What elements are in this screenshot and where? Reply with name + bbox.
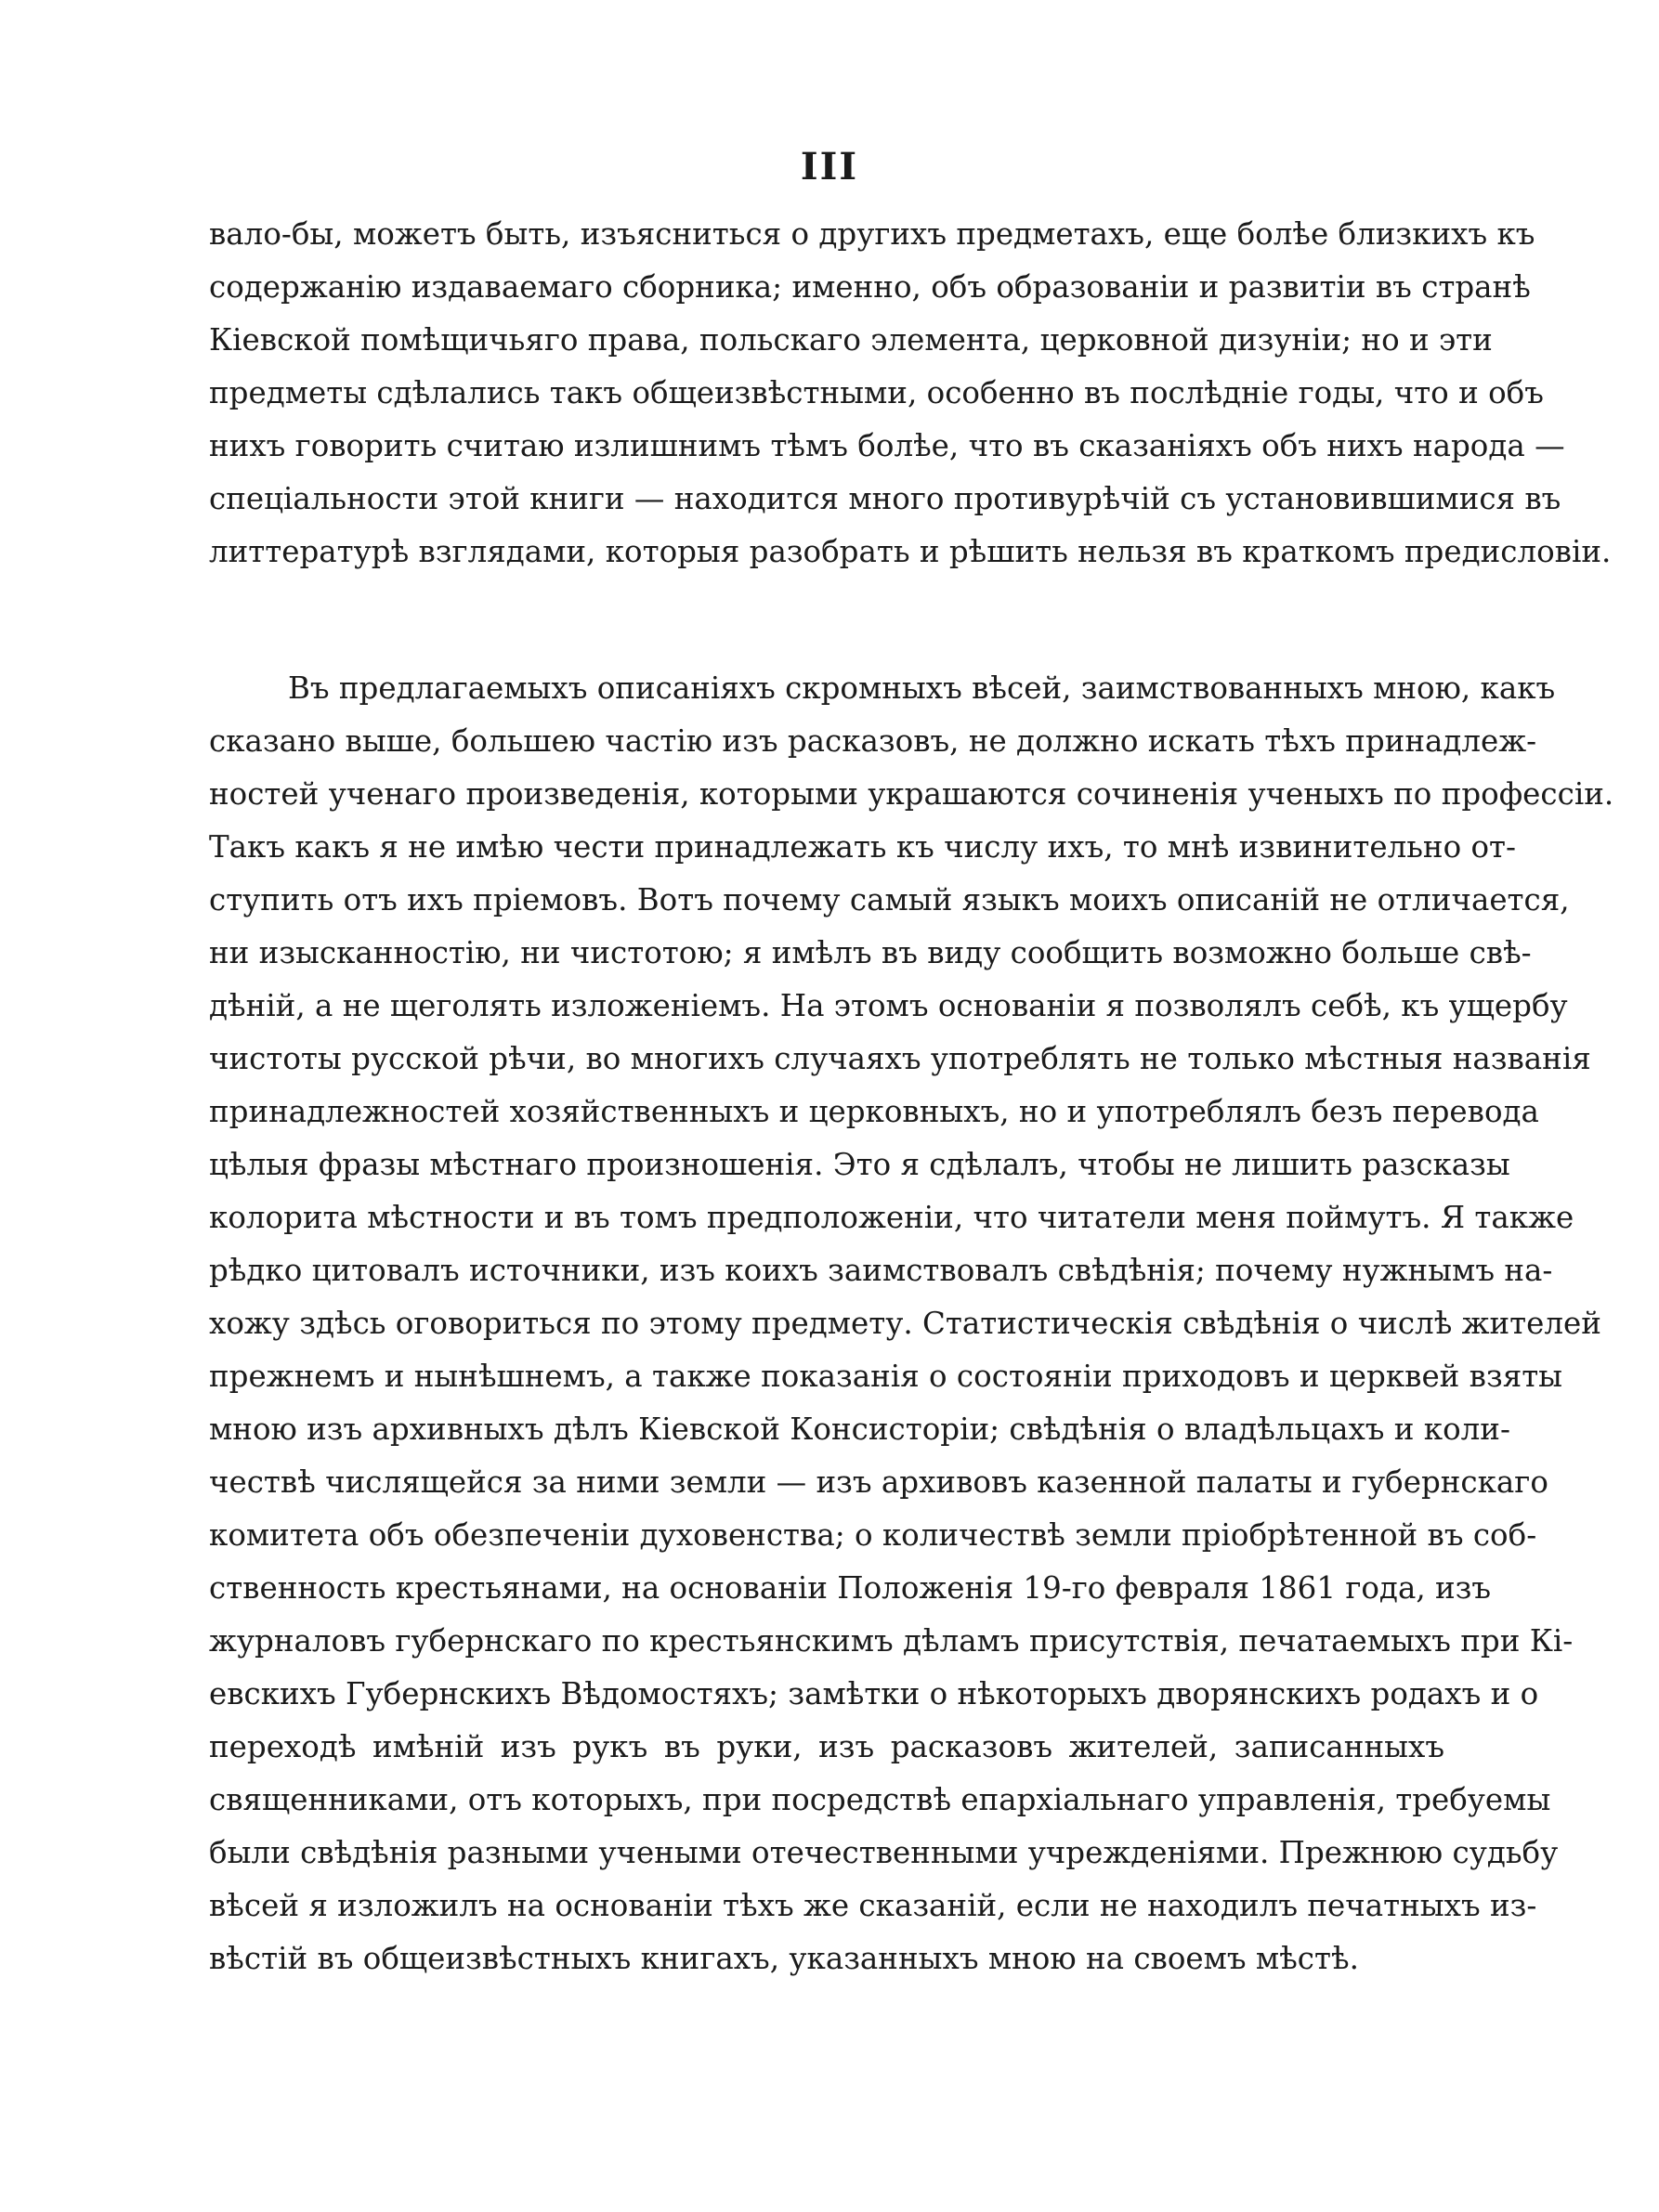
text-line: нихъ говорить считаю излишнимъ тѣмъ болѣе, что въ сказаніяхъ объ нихъ народа —: [209, 428, 1565, 463]
text-line: чистоты русской рѣчи, во многихъ случаяхъ употреблять не только мѣстныя названія: [209, 1041, 1591, 1076]
text-line: хожу здѣсь оговориться по этому предмету. Статистическія свѣдѣнія о числѣ жителей: [209, 1306, 1601, 1341]
text-line: были свѣдѣнія разными учеными отечественными учрежденіями. Прежнюю судьбу: [209, 1835, 1559, 1870]
text-line: чествѣ числящейся за ними земли — изъ архивовъ казенной палаты и губернскаго: [209, 1464, 1548, 1500]
text-line: Кіевской помѣщичьяго права, польскаго элемента, церковной дизуніи; но и эти: [209, 322, 1493, 358]
text-line: Такъ какъ я не имѣю чести принадлежать къ числу ихъ, то мнѣ извинительно от-: [209, 829, 1516, 865]
text-line: спеціальности этой книги — находится много противурѣчій съ установившимися въ: [209, 481, 1561, 516]
text-line: переходѣ имѣній изъ рукъ въ руки, изъ расказовъ жителей, записанныхъ: [209, 1729, 1444, 1764]
text-line: содержанію издаваемаго сборника; именно, объ образованіи и развитіи въ странѣ: [209, 269, 1531, 305]
text-line: ственность крестьянами, на основаніи Положенія 19-го февраля 1861 года, изъ: [209, 1570, 1492, 1606]
text-line: мною изъ архивныхъ дѣлъ Кіевской Консисторіи; свѣдѣнія о владѣльцахъ и коли-: [209, 1412, 1510, 1447]
page-number: III: [800, 145, 859, 189]
text-line: прежнемъ и нынѣшнемъ, а также показанія о состояніи приходовъ и церквей взяты: [209, 1359, 1563, 1394]
text-line: литтературѣ взглядами, которыя разобрать и рѣшить нельзя въ краткомъ предисловіи.: [209, 534, 1612, 569]
text-line: принадлежностей хозяйственныхъ и церковныхъ, но и употреблялъ безъ перевода: [209, 1094, 1539, 1129]
text-line: вало-бы, можетъ быть, изъясниться о другихъ предметахъ, еще болѣе близкихъ къ: [209, 216, 1535, 252]
text-line: цѣлыя фразы мѣстнаго произношенія. Это я сдѣлалъ, чтобы не лишить разсказы: [209, 1147, 1510, 1182]
text-line: вѣсей я изложилъ на основаніи тѣхъ же сказаній, если не находилъ печатныхъ из-: [209, 1888, 1537, 1923]
text-line: ступить отъ ихъ пріемовъ. Вотъ почему самый языкъ моихъ описаній не отличается,: [209, 882, 1570, 917]
text-line: предметы сдѣлались такъ общеизвѣстными, особенно въ послѣдніе годы, что и объ: [209, 375, 1544, 410]
text-line: вѣстій въ общеизвѣстныхъ книгахъ, указанныхъ мною на своемъ мѣстѣ.: [209, 1941, 1359, 1976]
text-line: ностей ученаго произведенія, которыми украшаются сочиненія ученыхъ по профессіи.: [209, 776, 1614, 812]
text-line: комитета объ обезпеченіи духовенства; о количествѣ земли пріобрѣтенной въ соб-: [209, 1517, 1537, 1553]
text-line: ни изысканностію, ни чистотою; я имѣлъ въ виду сообщить возможно больше свѣ-: [209, 935, 1532, 970]
text-line: журналовъ губернскаго по крестьянскимъ дѣламъ присутствія, печатаемыхъ при Кі-: [209, 1623, 1574, 1659]
text-line: евскихъ Губернскихъ Вѣдомостяхъ; замѣтки о нѣкоторыхъ дворянскихъ родахъ и о: [209, 1676, 1539, 1711]
text-line: дѣній, а не щеголять изложеніемъ. На этомъ основаніи я позволялъ себѣ, къ ущербу: [209, 988, 1568, 1023]
text-line: Въ предлагаемыхъ описаніяхъ скромныхъ вѣсей, заимствованныхъ мною, какъ: [288, 670, 1556, 706]
paragraph-1: [209, 208, 1612, 579]
text-line: священниками, отъ которыхъ, при посредствѣ епархіальнаго управленія, требуемы: [209, 1782, 1551, 1817]
text-line: колорита мѣстности и въ томъ предположеніи, что читатели меня поймутъ. Я также: [209, 1200, 1574, 1235]
paragraph-2: [209, 662, 1614, 1985]
text-line: сказано выше, большею частію изъ расказовъ, не должно искать тѣхъ принадлеж-: [209, 723, 1537, 759]
text-line: рѣдко цитовалъ источники, изъ коихъ заимствовалъ свѣдѣнія; почему нужнымъ на-: [209, 1253, 1553, 1288]
